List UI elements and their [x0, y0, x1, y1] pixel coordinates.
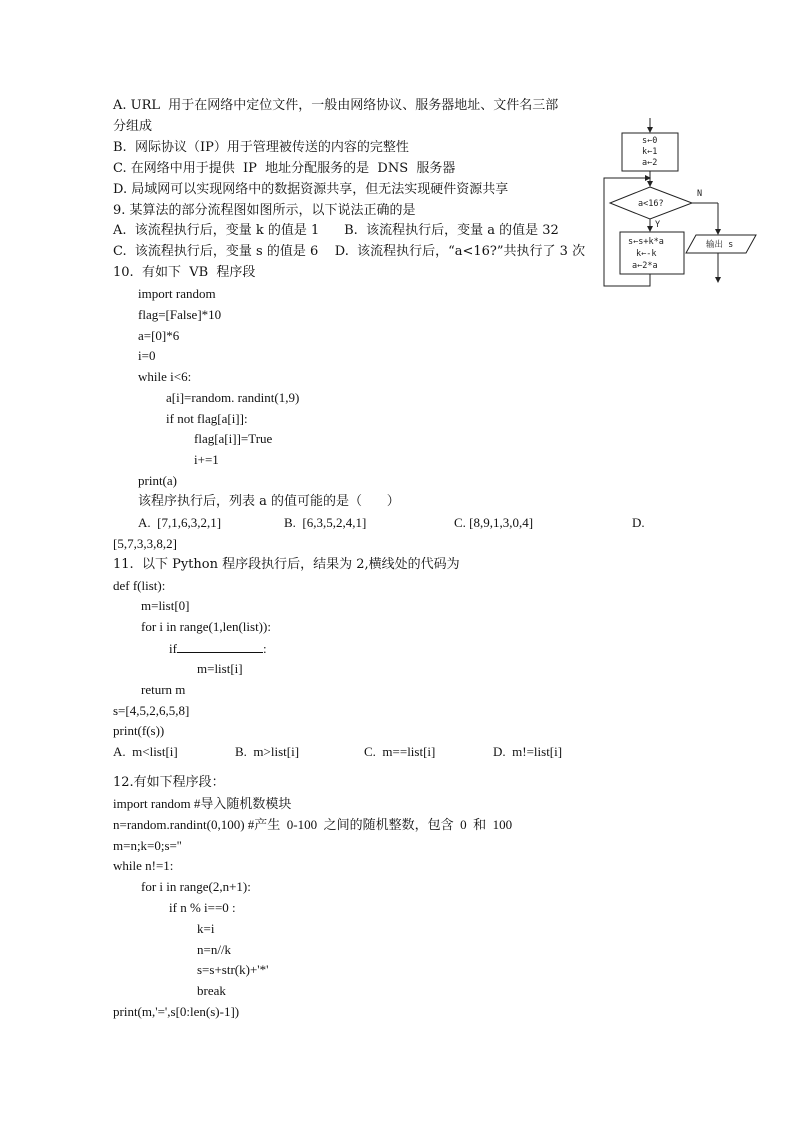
q12-code-line: m=n;k=0;s='': [113, 838, 182, 853]
q10-option-d-label: D.: [632, 515, 645, 530]
q12-stem: 12.有如下程序段：: [113, 775, 225, 790]
q12-code-line: for i in range(2,n+1):: [141, 879, 251, 894]
q9-options-cd: C. 该流程执行后，变量 s 的值是 6 D. 该流程执行后，“a<16?”共执行了 3 次: [113, 244, 586, 259]
q11-option-a: A. m<list[i]: [113, 744, 178, 759]
q12-code-line: import random #导入随机数模块: [113, 796, 292, 811]
q11-option-d: D. m!=list[i]: [493, 744, 563, 759]
q10-code-line: i=0: [138, 348, 156, 363]
q12-code-line: s=s+str(k)+'*': [197, 962, 269, 977]
init-line-1: s←0: [642, 136, 658, 146]
q11-code-line: def f(list):: [113, 578, 166, 593]
q11-code-line: m=list[i]: [197, 661, 243, 676]
q10-code-line: flag=[False]*10: [138, 307, 222, 322]
q11-code-line: for i in range(1,len(list)):: [141, 619, 271, 634]
q10-code-line: import random: [138, 286, 216, 301]
q9-options-ab: A. 该流程执行后，变量 k 的值是 1 B. 该流程执行后，变量 a 的值是 32: [113, 223, 559, 238]
flowchart-diagram: [600, 116, 760, 291]
q10-option-d-value: [5,7,3,3,8,2]: [113, 536, 177, 551]
no-label: N: [697, 189, 703, 199]
q11-stem: 11. 以下 Python 程序段执行后，结果为 2,横线处的代码为: [113, 557, 460, 572]
q12-code-line: print(m,'=',s[0:len(s)-1]): [113, 1004, 240, 1019]
q8-option-b: B. 网际协议（IP）用于管理被传送的内容的完整性: [113, 140, 409, 155]
output-text: 输出 s: [706, 240, 734, 250]
q10-code-line: if not flag[a[i]]:: [166, 411, 248, 426]
q11-option-c: C. m==list[i]: [364, 744, 436, 759]
q11-code-line: return m: [141, 682, 186, 697]
q10-code-line: flag[a[i]]=True: [194, 431, 273, 446]
q10-option-b: B. [6,3,5,2,4,1]: [284, 515, 367, 530]
q12-code-line: n=n//k: [197, 942, 232, 957]
body-line-1: s←s+k*a: [628, 237, 664, 247]
q10-code-line: print(a): [138, 473, 177, 488]
body-line-2: k←-k: [636, 249, 657, 259]
q11-code-line-blank: if :: [169, 641, 267, 656]
q10-option-c: C. [8,9,1,3,0,4]: [454, 515, 534, 530]
q12-code-line: while n!=1:: [113, 858, 174, 873]
answer-blank: [177, 640, 263, 653]
q8-option-a-line1: A. URL 用于在网络中定位文件，一般由网络协议、服务器地址、文件名三部: [113, 98, 559, 113]
q10-code-line: while i<6:: [138, 369, 192, 384]
body-line-3: a←2*a: [632, 261, 658, 271]
q12-code-line: if n % i==0 :: [169, 900, 236, 915]
q8-option-d: D. 局域网可以实现网络中的数据资源共享，但无法实现硬件资源共享: [113, 182, 509, 197]
init-line-3: a←2: [642, 158, 658, 168]
init-line-2: k←1: [642, 147, 658, 157]
q10-stem: 10. 有如下 VB 程序段: [113, 265, 256, 280]
q11-option-b: B. m>list[i]: [235, 744, 300, 759]
q8-option-c: C. 在网络中用于提供 IP 地址分配服务的是 DNS 服务器: [113, 161, 456, 176]
yes-label: Y: [655, 220, 661, 230]
condition-text: a<16?: [638, 199, 664, 209]
q9-stem: 9. 某算法的部分流程图如图所示，以下说法正确的是: [113, 203, 416, 218]
q8-option-a-line2: 分组成: [113, 119, 153, 134]
q10-code-line: a=[0]*6: [138, 328, 180, 343]
q10-code-line: a[i]=random. randint(1,9): [166, 390, 300, 405]
q12-code-line: k=i: [197, 921, 215, 936]
q11-code-line: s=[4,5,2,6,5,8]: [113, 703, 190, 718]
q11-code-line: print(f(s)): [113, 723, 165, 738]
q11-code-line: m=list[0]: [141, 598, 190, 613]
q10-option-a: A. [7,1,6,3,2,1]: [138, 515, 222, 530]
q12-code-line: break: [197, 983, 226, 998]
q10-code-line: i+=1: [194, 452, 219, 467]
q10-question: 该程序执行后，列表 a 的值可能的是（ ）: [138, 494, 400, 509]
q12-code-line: n=random.randint(0,100) #产生 0-100 之间的随机整数，包含 0 和 100: [113, 817, 513, 832]
